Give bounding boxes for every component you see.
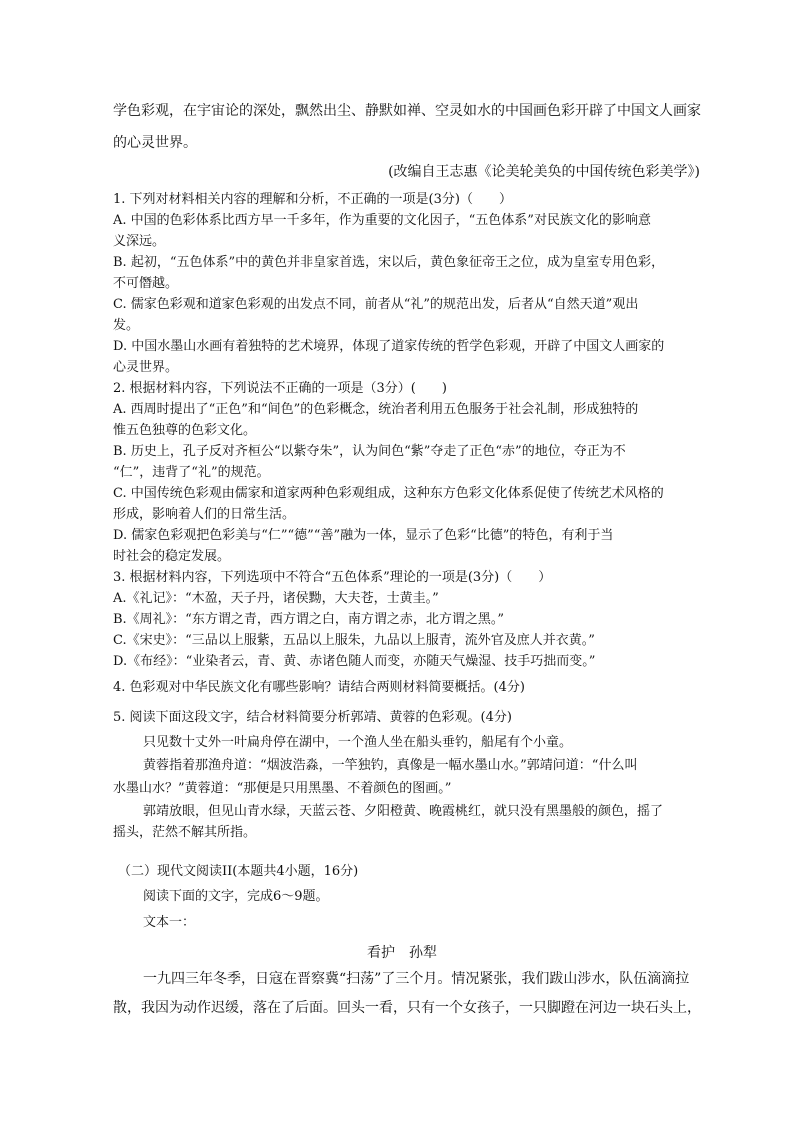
question-1-option-c: C. 儒家色彩观和道家色彩观的出发点不同，前者从“礼”的规范出发，后者从“自然天道”观出 [113,297,639,312]
question-1-option-a-cont: 义深远。 [113,234,166,249]
question-1-option-b: B. 起初，“五色体系”中的黄色并非皇家首选，宋以后，黄色象征帝王之位，成为皇室专用色彩， [113,255,665,270]
question-4: 4. 色彩观对中华民族文化有哪些影响？请结合两则材料简要概括。(4分) [113,680,525,695]
paragraph-line: 的心灵世界。 [113,135,197,151]
section-instruction: 阅读下面的文字，完成6～9题。 [143,889,329,904]
question-3-option-a: A.《礼记》：“木盈，天子丹，诸侯黝，大夫苍，士黄圭。” [113,591,439,606]
quote-line: 只见数十丈外一叶扁舟停在湖中，一个渔人坐在船头垂钓，船尾有个小童。 [143,735,573,750]
article-line: 散，我因为动作迟缓，落在了后面。回头一看，只有一个女孩子，一只脚蹬在河边一块石头上， [113,1000,701,1016]
section-heading: （二）现代文阅读II(本题共4小题，16分) [118,864,359,879]
quote-line: 黄蓉指着那渔舟道：“烟波浩淼，一竿独钓，真像是一幅水墨山水。”郭靖问道：“什么叫 [143,758,638,773]
question-1-option-a: A. 中国的色彩体系比西方早一千多年，作为重要的文化因子，“五色体系”对民族文化的影响意 [113,213,651,228]
question-2-option-c: C. 中国传统色彩观由儒家和道家两种色彩观组成，这种东方色彩文化体系促使了传统艺术风格的 [113,486,664,501]
question-3-option-b: B.《周礼》：“东方谓之青，西方谓之白，南方谓之赤，北方谓之黑。” [113,612,504,627]
question-1-option-b-cont: 不可僭越。 [113,276,179,291]
question-2-option-c-cont: 形成，影响着人们的日常生活。 [113,507,296,522]
question-5-stem: 5. 阅读下面这段文字，结合材料简要分析郭靖、黄蓉的色彩观。(4分) [113,710,512,725]
question-1-option-d: D. 中国水墨山水画有着独特的艺术境界，体现了道家传统的哲学色彩观，开辟了中国文人画家的 [113,339,665,354]
question-2-stem: 2. 根据材料内容，下列说法不正确的一项是（3分）( ) [113,381,447,396]
article-line: 一九四三年冬季，日寇在晋察冀“扫荡”了三个月。情况紧张，我们跋山涉水，队伍滴滴拉 [143,971,690,987]
question-1-option-c-cont: 发。 [113,318,140,333]
quote-line: 摇头，茫然不解其所指。 [113,825,257,840]
paragraph-line: 学色彩观，在宇宙论的深处，飘然出尘、静默如禅、空灵如水的中国画色彩开辟了中国文人画家 [113,103,701,119]
question-1-stem: 1. 下列对材料相关内容的理解和分析，不正确的一项是(3分)（ ） [113,192,512,207]
question-2-option-b-cont: “仁”，违背了“礼”的规范。 [113,465,270,480]
question-3-option-d: D.《布经》：“业染者云，青、黄、赤诸色随人而变，亦随天气燥湿、技手巧拙而变。” [113,654,596,669]
question-2-option-d-cont: 时社会的稳定发展。 [113,549,231,564]
question-1-option-d-cont: 心灵世界。 [113,360,179,375]
question-2-option-d: D. 儒家色彩观把色彩美与“仁”“德”“善”融为一体，显示了色彩“比德”的特色，有利于当 [113,528,614,543]
article-title: 看护 孙犁 [367,945,437,961]
question-3-option-c: C.《宋史》：“三品以上服紫，五品以上服朱，九品以上服青，流外官及庶人并衣黄。” [113,633,595,648]
source-citation: (改编自王志惠《论美轮美奂的中国传统色彩美学》) [388,164,700,180]
question-2-option-a-cont: 惟五色独尊的色彩文化。 [113,423,257,438]
question-2-option-a: A. 西周时提出了“正色”和“间色”的色彩概念，统治者利用五色服务于社会礼制，形成独特的 [113,402,639,417]
question-3-stem: 3. 根据材料内容，下列选项中不符合“五色体系”理论的一项是(3分)（ ） [113,570,552,585]
quote-line: 郭靖放眼，但见山青水绿，天蓝云苍、夕阳橙黄、晚霞桃红，就只没有黑墨般的颜色，摇了 [143,804,664,819]
question-2-option-b: B. 历史上，孔子反对齐桓公“以紫夺朱”，认为间色“紫”夺走了正色“赤”的地位，夺正为不 [113,444,626,459]
quote-line: 水墨山水？”黄蓉道：“那便是只用黑墨、不着颜色的图画。” [113,781,452,796]
text-label: 文本一： [143,915,196,930]
